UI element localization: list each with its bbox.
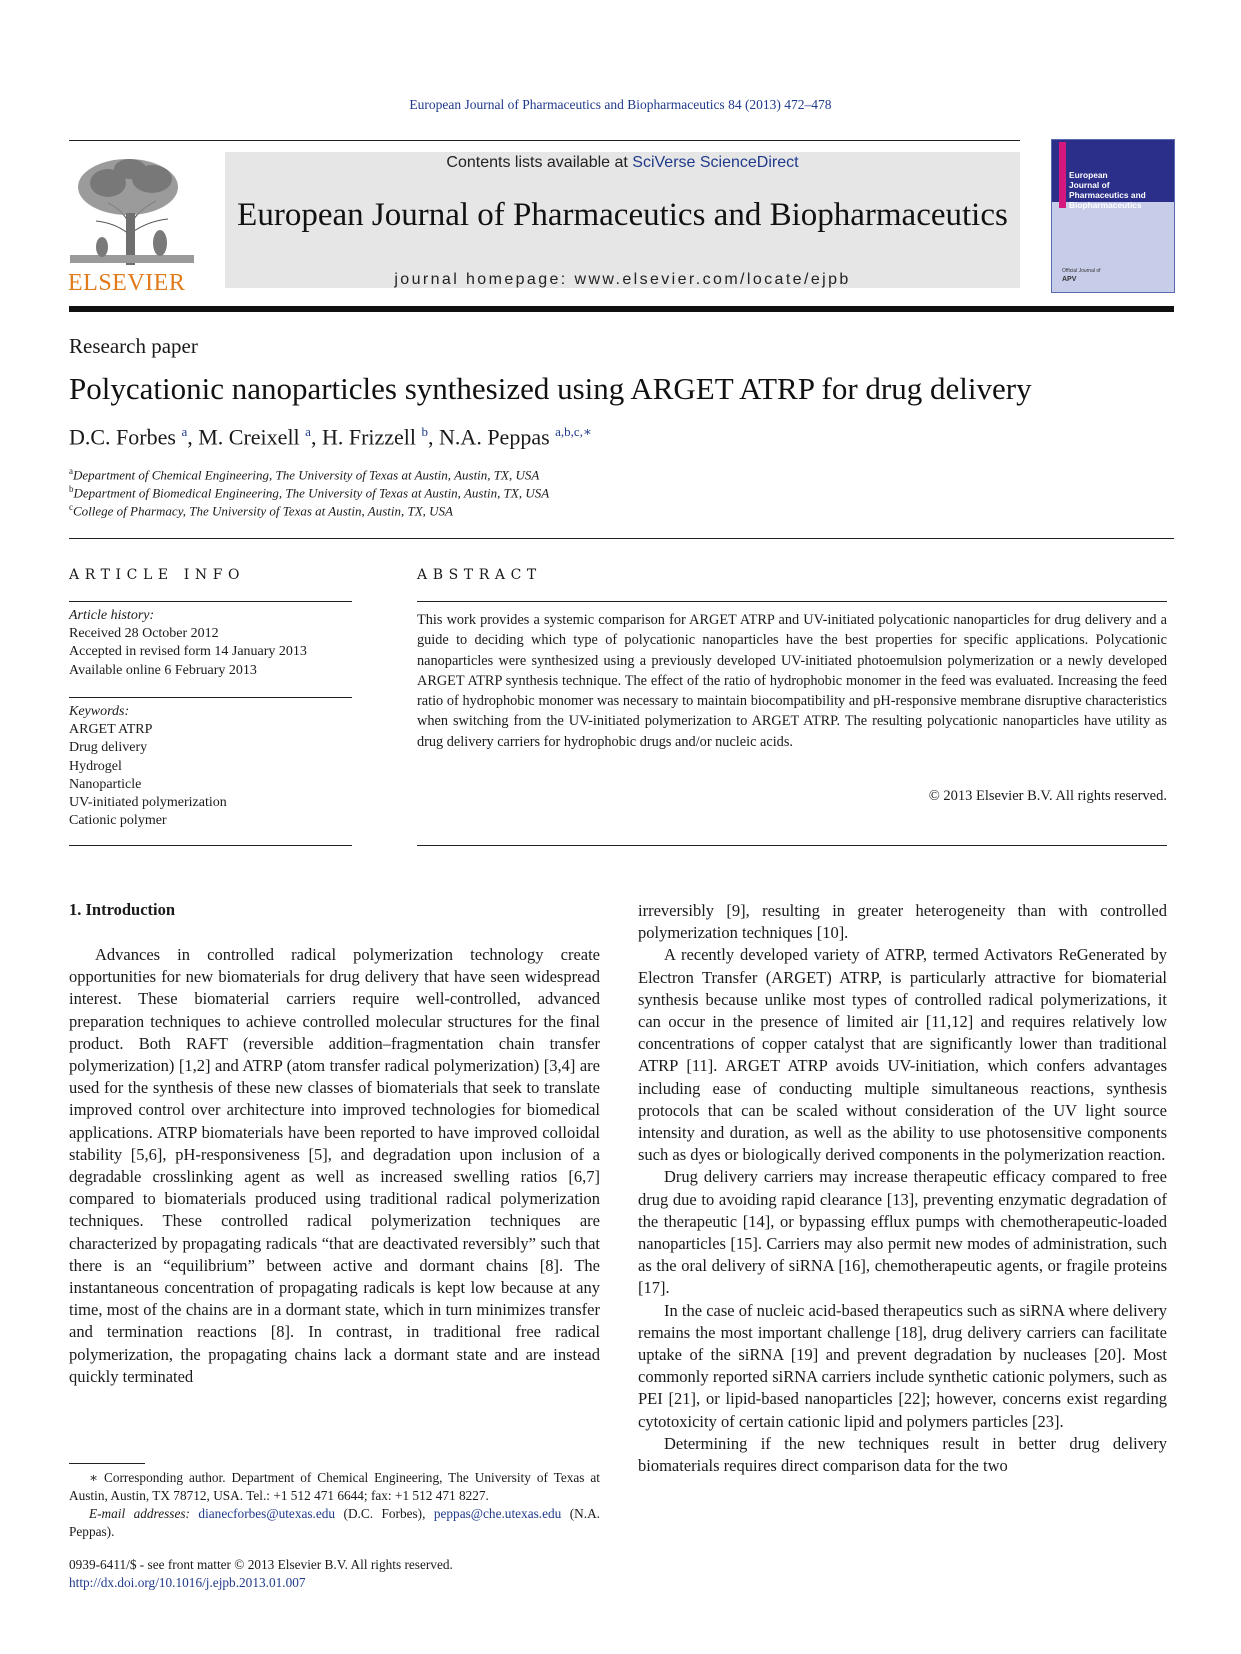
keyword: ARGET ATRP — [69, 722, 153, 738]
rule — [69, 845, 352, 846]
section-heading: 1. Introduction — [69, 900, 176, 919]
sciencedirect-link[interactable]: SciVerse ScienceDirect — [632, 154, 799, 171]
paragraph: A recently developed variety of ATRP, termed Activators ReGenerated by Electron Transfer (ARGET) ATRP, is particularly attractive for biomaterial synthesis because unlike most types of controlled radical polymerizations, it can occur in the presence of limited air [11,12] and requires relatively low concentrations of copper catalyst that are significantly lower than traditional ATRP [11]. ARGET ATRP avoids UV-initiation, which confers advantages including ease of conducting multiple simultaneous reactions, synthesis protocols that can be scaled without consideration of the UV light source intensity and duration, as well as the ability to use photosensitive components such as dyes or biologically derived components in the polymerization reaction. — [638, 945, 1167, 1165]
paragraph: Advances in controlled radical polymerization technology create opportunities for new biomaterials for drug delivery that have seen widespread interest. These biomaterial carriers require well-controlled, advanced preparation techniques to achieve controlled molecular structures for the final product. Both RAFT (reversible addition–fragmentation chain transfer polymerization) [1,2] and ATRP (atom transfer radical polymerization) [3,4] are used for the synthesis of these new classes of biomaterials that seek to translate improved control over architecture into improved technologies for biomedical applications. ATRP biomaterials have been reported to have improved colloidal stability [5,6], pH-responsiveness [5], and degradation upon inclusion of a degradable crosslinking agent as well as increased swelling ratios [6,7] compared to biomaterials produced using traditional radical polymerization techniques. These controlled radical polymerization techniques are characterized by propagating radicals “that are deactivated reversibly” such that there is an “equilibrium” between active and dormant chains [8]. The instantaneous concentration of propagating radicals is kept low because at any time, most of the chains are in a dormant state, which in turn minimizes transfer and termination reactions [8]. In contrast, in traditional free radical polymerization, the propagating chains lack a dormant state and are instead quickly terminated — [69, 945, 600, 1386]
paragraph: Determining if the new techniques result in better drug delivery biomaterials requires direct comparison data for the two — [638, 1433, 1167, 1476]
rule — [69, 601, 352, 602]
cover-title: European Journal of Pharmaceutics and Biopharmaceutics — [1069, 170, 1146, 210]
paragraph: In the case of nucleic acid-based therapeutics such as siRNA where delivery remains the most important challenge [18], drug delivery carriers can facilitate uptake of the siRNA [19] and prevent degradation by nucleases [20]. Most commonly reported siRNA carriers include synthetic cationic polymers, such as PEI [21], or lipid-based nanoparticles [22]; however, concerns exist regarding cytotoxicity of certain cationic lipid and polymers particles [23]. — [638, 1300, 1167, 1431]
journal-homepage[interactable]: journal homepage: www.elsevier.com/locate/ejpb — [394, 271, 851, 288]
footnote-rule — [69, 1463, 145, 1464]
keyword: Hydrogel — [69, 758, 122, 774]
article-info-heading: ARTICLE INFO — [69, 567, 246, 583]
contents-line: Contents lists available at SciVerse ScienceDirect — [446, 154, 799, 171]
body-left-column — [69, 944, 600, 1388]
abstract-heading: ABSTRACT — [417, 567, 542, 583]
email-link[interactable]: peppas@che.utexas.edu — [433, 1506, 562, 1521]
elsevier-logo-text: ELSEVIER — [68, 270, 186, 296]
rule — [69, 697, 352, 698]
affiliation: $^a$Department of Chemical Engineering, The University of Texas at Austin, Austin, TX, USA — [69, 466, 540, 483]
journal-cover-thumbnail: European Journal of Pharmaceutics and Biopharmaceutics Official Journal of APV — [1051, 139, 1175, 293]
keywords: Keywords: ARGET ATRP Drug delivery Hydrogel Nanoparticle UV-initiated polymerization Cationic polymer — [69, 703, 227, 830]
article-type: Research paper — [69, 334, 198, 358]
corresponding-author-note: ∗ Corresponding author. Department of Chemical Engineering, The University of Texas at Austin, Austin, TX 78712, USA. Tel.: +1 512 471 6644; fax: +1 512 471 8227. E-mail addresses: dianecforbes@utexas.edu (D.C. Forbes), peppas@che.utexas.edu (N.A. Peppas). — [69, 1470, 601, 1539]
doi-link[interactable]: http://dx.doi.org/10.1016/j.ejpb.2013.01.007 — [69, 1575, 306, 1590]
article-history: Article history: Received 28 October 2012 Accepted in revised form 14 January 2013 Available online 6 February 2013 — [69, 608, 307, 678]
rule — [417, 601, 1167, 602]
author[interactable]: D.C. Forbes — [69, 424, 176, 450]
author[interactable]: H. Frizzell — [321, 424, 417, 450]
paragraph: irreversibly [9], resulting in greater heterogeneity than with controlled polymerization techniques [10]. — [638, 901, 1167, 943]
keyword: Drug delivery — [69, 740, 148, 756]
keyword: Cationic polymer — [69, 813, 167, 829]
abstract-copyright: © 2013 Elsevier B.V. All rights reserved. — [928, 788, 1167, 804]
elsevier-tree-logo-icon — [68, 155, 196, 267]
body-right-column — [638, 900, 1167, 1477]
header-rule — [69, 140, 1020, 141]
thick-rule — [69, 306, 1174, 312]
article-title: Polycationic nanoparticles synthesized using ARGET ATRP for drug delivery — [69, 371, 1032, 406]
abstract-text: This work provides a systemic comparison for ARGET ATRP and UV-initiated polycationic nanoparticles for drug delivery and a guide to deciding which type of polycationic nanoparticles have the best properties for specific applications. Polycationic nanoparticles were synthesized using a previously developed UV-initiated photoemulsion polymerization or a newly developed ARGET ATRP synthesis technique. The effect of the ratio of hydrophobic monomer in the feed was evaluated. Increasing the feed ratio of hydrophobic monomer was necessary to maintain biocompatibility and pH-responsive membrane disruptive characteristics when switching from the UV-initiated polymerization to ARGET ATRP. The resulting polycationic nanoparticles have utility as drug delivery carriers for hydrophobic drugs and/or nucleic acids. — [417, 612, 1167, 750]
keyword: Nanoparticle — [69, 776, 142, 792]
journal-citation[interactable]: European Journal of Pharmaceutics and Biopharmaceutics 84 (2013) 472–478 — [409, 97, 832, 112]
affiliation: $^b$Department of Biomedical Engineering, The University of Texas at Austin, Austin, TX, USA — [69, 484, 550, 501]
issn-line: 0939-6411/$ - see front matter © 2013 Elsevier B.V. All rights reserved. — [69, 1557, 453, 1572]
affiliation: $^c$College of Pharmacy, The University of Texas at Austin, Austin, TX, USA — [69, 502, 453, 519]
author[interactable]: M. Creixell — [198, 424, 300, 450]
journal-title: European Journal of Pharmaceutics and Biopharmaceutics — [237, 197, 1008, 233]
rule — [417, 845, 1167, 846]
author-list: D.C. Forbes $^a$, M. Creixell $^a$, H. Frizzell $^b$, N.A. Peppas $^{a,b,c,∗}$ — [69, 424, 592, 450]
keyword: UV-initiated polymerization — [69, 795, 227, 811]
author[interactable]: N.A. Peppas — [439, 424, 550, 450]
rule — [69, 538, 1174, 539]
email-link[interactable]: dianecforbes@utexas.edu — [198, 1506, 336, 1521]
paragraph: Drug delivery carriers may increase therapeutic efficacy compared to free drug due to avoiding rapid clearance [13], preventing enzymatic degradation of the therapeutic [14], or bypassing efflux pumps with chemotherapeutic-loaded nanoparticles [15]. Carriers may also permit new modes of administration, such as the oral delivery of siRNA [16], chemotherapeutic agents, or fragile proteins [17]. — [638, 1167, 1167, 1298]
